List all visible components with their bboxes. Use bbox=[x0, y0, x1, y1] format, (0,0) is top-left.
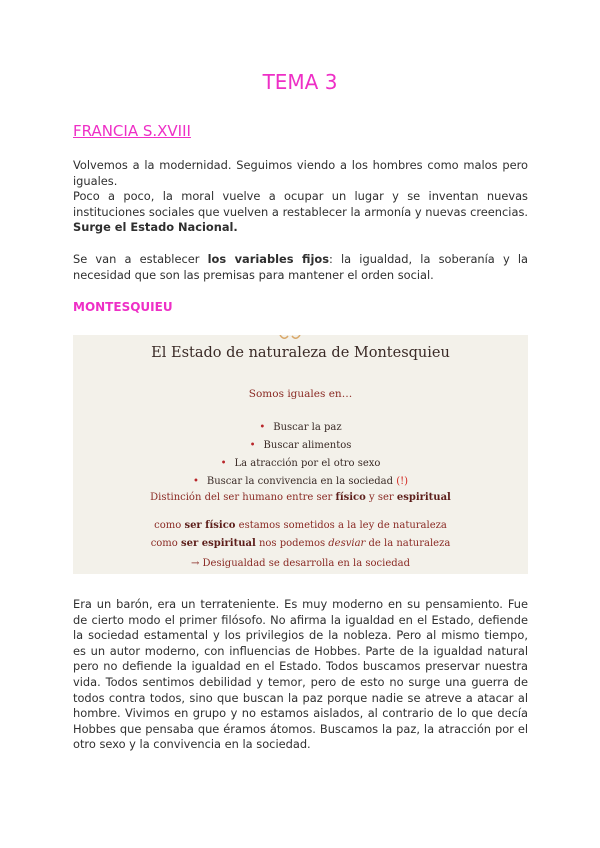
bullet-icon: • bbox=[259, 422, 266, 433]
bullet-icon: • bbox=[220, 458, 227, 469]
slide-bullet bbox=[73, 476, 528, 487]
slide-bullet bbox=[73, 440, 528, 451]
slide-bullet-text: La atracción por el otro sexo bbox=[234, 458, 381, 469]
slide-physical: como ser físico estamos sometidos a la ley de naturaleza bbox=[154, 520, 447, 531]
paragraph-intro-line1: Volvemos a la modernidad. Seguimos viendo a los hombres como malos pero iguales. bbox=[73, 158, 528, 188]
slide-bullet-text: Buscar la paz bbox=[273, 422, 342, 433]
slide-bullet-text: Buscar la convivencia en la sociedad bbox=[206, 476, 394, 487]
paragraph-intro-line2: Poco a poco, la moral vuelve a ocupar un lugar y se inventan nuevas instituciones sociales que vuelven a restablecer la armonía y nuevas creencias. bbox=[73, 189, 528, 219]
paragraph-montesquieu: Era un barón, era un terrateniente. Es muy moderno en su pensamiento. Fue de cierto modo el primer filósofo. No afirma la igualdad en el Estado, defiende la sociedad estamental y los privilegios de la nobleza. Pero al mismo tiempo, es un autor moderno, con influencias de Hobbes. Parte de la igualdad natural pero no defiende la igualdad en el Estado. Todos buscamos preservar nuestra vida. Todos sentimos debilidad y temor, pero de esto no surge una guerra de todos contra todos, sino que buscan la paz porque nadie se atreve a atacar al hombre. Vivimos en grupo y no estamos aislados, al contrario de lo que decía Hobbes que pensaba que éramos átomos. Buscamos la paz, la atracción por el otro sexo y la convivencia en la sociedad. bbox=[73, 597, 528, 752]
page-title: TEMA 3 bbox=[262, 70, 338, 94]
paragraph-variables-start: Se van a establecer bbox=[73, 252, 208, 266]
paragraph-intro bbox=[73, 158, 528, 236]
slide-conclusion: → Desigualdad se desarrolla en la sociedad bbox=[190, 558, 411, 569]
slide-bullet bbox=[73, 458, 528, 469]
subheading-montesquieu: MONTESQUIEU bbox=[73, 300, 173, 314]
paragraph-intro-bold: Surge el Estado Nacional. bbox=[73, 220, 238, 235]
slide-title: El Estado de naturaleza de Montesquieu bbox=[151, 345, 450, 361]
bullet-icon: • bbox=[249, 440, 256, 451]
slide-bullet-mark: (!) bbox=[396, 476, 409, 487]
bullet-icon: • bbox=[192, 476, 199, 487]
slide-subtitle: Somos iguales en… bbox=[248, 388, 353, 400]
ornament-icon bbox=[278, 335, 302, 341]
slide-bullet-text: Buscar alimentos bbox=[263, 440, 352, 451]
paragraph-variables-end: : la igualdad, la soberanía y la necesidad que son las premisas para mantener el orden social. bbox=[73, 252, 529, 282]
slide-distinction: Distinción del ser humano entre ser físico y ser espiritual bbox=[150, 492, 451, 503]
paragraph-variables bbox=[73, 252, 528, 283]
slide-image bbox=[73, 335, 528, 574]
slide-bullet bbox=[73, 422, 528, 433]
section-heading: FRANCIA S.XVIII bbox=[73, 122, 191, 140]
paragraph-variables-bold: los variables fijos bbox=[207, 252, 329, 266]
slide-spiritual: como ser espiritual nos podemos desviar de la naturaleza bbox=[150, 538, 451, 549]
